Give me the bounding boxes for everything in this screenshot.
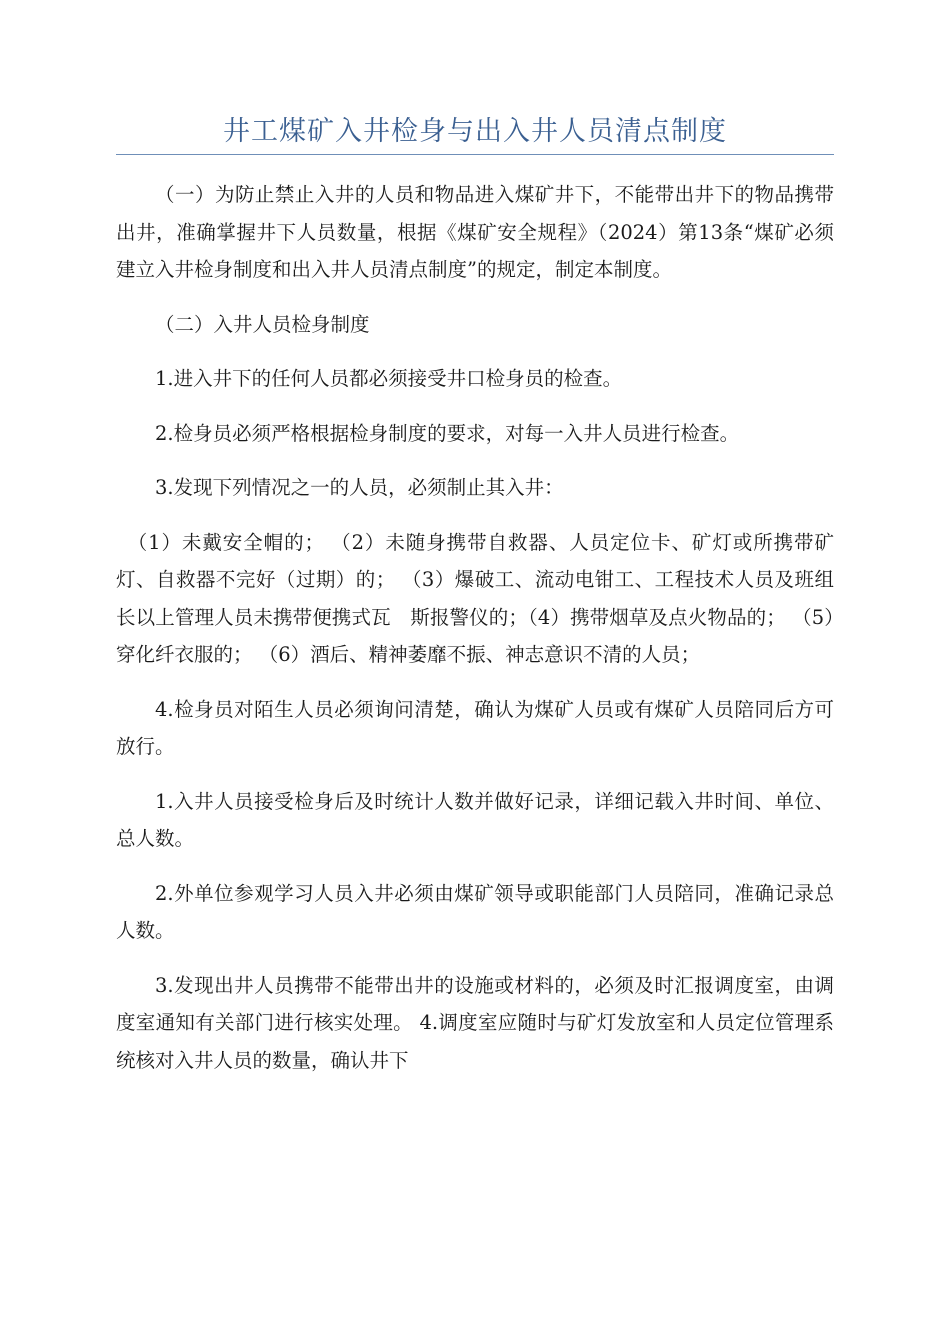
paragraph-item: 1.入井人员接受检身后及时统计人数并做好记录，详细记载入井时间、单位、总人数。 xyxy=(116,789,834,850)
document-title: 井工煤矿入井检身与出入井人员清点制度 xyxy=(223,116,727,147)
paragraph-item: 4.检身员对陌生人员必须询问清楚，确认为煤矿人员或有煤矿人员陪同后方可放行。 xyxy=(116,697,834,758)
paragraph-intro: （一）为防止禁止入井的人员和物品进入煤矿井下，不能带出井下的物品携带出井，准确掌握井下人员数量，根据《煤矿安全规程》（2024）第13条“煤矿必须建立入井检身制度和出入井人员清点制度”的规定，制定本制度。 xyxy=(116,183,834,281)
paragraph-item: 3.发现出井人员携带不能带出井的设施或材料的，必须及时汇报调度室，由调度室通知有关部门进行核实处理。 4.调度室应随时与矿灯发放室和人员定位管理系统核对入井人员的数量，确认井下 xyxy=(116,973,834,1072)
paragraph-section-heading: （二）入井人员检身制度 xyxy=(155,312,370,336)
paragraph-conditions-list: （1）未戴安全帽的； （2）未随身携带自救器、人员定位卡、矿灯或所携带矿灯、自救器不完好（过期）的； （3）爆破工、流动电钳工、工程技术人员及班组长以上管理人员未携带便携式瓦 斯报警仪的；（4）携带烟草及点火物品的； （5）穿化纤衣服的； （6）酒后、精神萎靡不振、神志意识不清的人员； xyxy=(116,530,834,666)
paragraph-item: 2.外单位参观学习人员入井必须由煤矿领导或职能部门人员陪同，准确记录总人数。 xyxy=(116,881,834,942)
paragraph-item: 1.进入井下的任何人员都必须接受井口检身员的检查。 xyxy=(155,367,623,390)
document-body xyxy=(116,176,834,1096)
title-divider xyxy=(116,154,834,155)
paragraph-item: 3.发现下列情况之一的人员，必须制止其入井： xyxy=(155,476,564,499)
paragraph-item: 2.检身员必须严格根据检身制度的要求，对每一入井人员进行检查。 xyxy=(155,421,740,445)
